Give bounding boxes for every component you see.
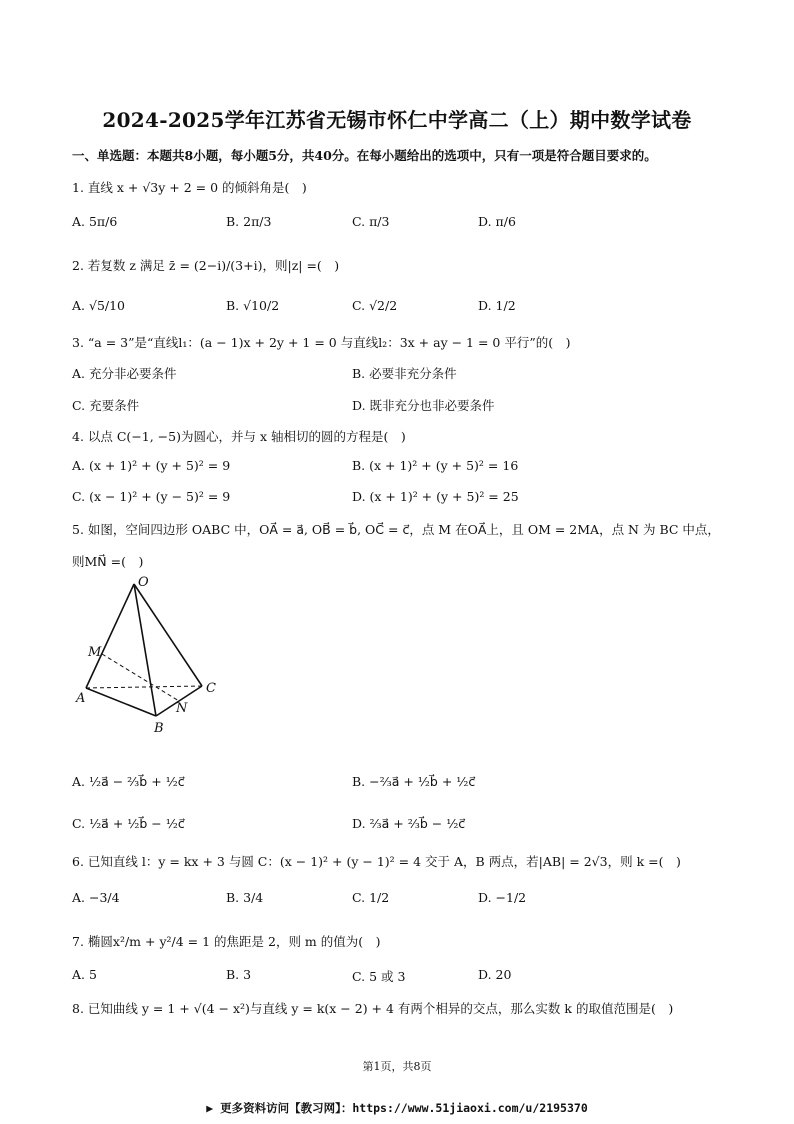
q4-option-a: A. (x + 1)² + (y + 5)² = 9	[72, 458, 231, 473]
q1-option-d: D. π/6	[478, 214, 516, 229]
tetrahedron-figure	[72, 572, 232, 737]
label-n: N	[176, 701, 188, 716]
question-2: 2. 若复数 z 满足 z̄ = (2−i)/(3+i)，则|z| =( )	[72, 258, 340, 273]
question-5: 5. 如图，空间四边形 OABC 中，OA⃗ = a⃗, OB⃗ = b⃗, OC⃗ = c⃗，点 M 在OA⃗上，且 OM = 2MA，点 N 为 BC 中点，	[72, 522, 720, 537]
q1-option-b: B. 2π/3	[226, 214, 272, 229]
q1-option-a: A. 5π/6	[72, 214, 118, 229]
label-a: A	[76, 691, 86, 706]
q3-option-b: B. 必要非充分条件	[352, 366, 457, 381]
q6-option-b: B. 3/4	[226, 890, 264, 905]
q3-option-c: C. 充要条件	[72, 398, 140, 413]
q4-option-d: D. (x + 1)² + (y + 5)² = 25	[352, 489, 519, 504]
q6-option-c: C. 1/2	[352, 890, 390, 905]
q7-option-a: A. 5	[72, 967, 97, 982]
segment-mn	[102, 654, 179, 701]
resource-link-banner[interactable]: ▶ 更多资料访问【教习网】：https://www.51jiaoxi.com/u/2195370	[206, 1101, 588, 1115]
q5-option-c: C. ½a⃗ + ½b⃗ − ½c⃗	[72, 816, 185, 831]
question-5-continued: 则MN⃗ =( )	[72, 554, 144, 569]
q7-option-d: D. 20	[478, 967, 512, 982]
edge-ac-hidden	[86, 686, 202, 688]
q4-option-b: B. (x + 1)² + (y + 5)² = 16	[352, 458, 519, 473]
edge-ob	[134, 584, 156, 716]
q5-option-a: A. ½a⃗ − ⅔b⃗ + ½c⃗	[72, 774, 185, 789]
question-4: 4. 以点 C(−1, −5)为圆心，并与 x 轴相切的圆的方程是( )	[72, 429, 406, 444]
question-3: 3. “a = 3”是“直线l₁：(a − 1)x + 2y + 1 = 0 与直线l₂：3x + ay − 1 = 0 平行”的( )	[72, 335, 571, 350]
edge-ab	[86, 688, 156, 716]
q6-option-a: A. −3/4	[72, 890, 120, 905]
edge-oc	[134, 584, 202, 686]
q5-option-b: B. −⅔a⃗ + ½b⃗ + ½c⃗	[352, 774, 476, 789]
question-6: 6. 已知直线 l：y = kx + 3 与圆 C：(x − 1)² + (y − 1)² = 4 交于 A，B 两点，若|AB| = 2√3，则 k =( )	[72, 854, 681, 869]
q1-option-c: C. π/3	[352, 214, 390, 229]
q2-option-c: C. √2/2	[352, 298, 398, 313]
q7-option-b: B. 3	[226, 967, 252, 982]
section-heading: 一、单选题：本题共8小题，每小题5分，共40分。在每小题给出的选项中，只有一项是符合题目要求的。	[72, 148, 657, 163]
question-1: 1. 直线 x + √3y + 2 = 0 的倾斜角是( )	[72, 180, 307, 195]
page-footer: 第1页，共8页	[362, 1060, 432, 1073]
edge-oa	[86, 584, 134, 688]
q2-option-b: B. √10/2	[226, 298, 280, 313]
page-title: 2024-2025学年江苏省无锡市怀仁中学高二（上）期中数学试卷	[102, 108, 692, 132]
label-c: C	[206, 681, 216, 696]
label-b: B	[154, 721, 164, 736]
question-7: 7. 椭圆x²/m + y²/4 = 1 的焦距是 2，则 m 的值为( )	[72, 934, 381, 949]
q7-option-c: C. 5 或 3	[352, 969, 406, 984]
q2-option-a: A. √5/10	[72, 298, 126, 313]
q2-option-d: D. 1/2	[478, 298, 516, 313]
question-8: 8. 已知曲线 y = 1 + √(4 − x²)与直线 y = k(x − 2) + 4 有两个相异的交点，那么实数 k 的取值范围是( )	[72, 1001, 674, 1016]
q4-option-c: C. (x − 1)² + (y − 5)² = 9	[72, 489, 231, 504]
q3-option-a: A. 充分非必要条件	[72, 366, 177, 381]
q5-option-d: D. ⅔a⃗ + ⅔b⃗ − ½c⃗	[352, 816, 466, 831]
q3-option-d: D. 既非充分也非必要条件	[352, 398, 495, 413]
label-m: M	[88, 645, 102, 660]
label-o: O	[138, 575, 149, 590]
q6-option-d: D. −1/2	[478, 890, 527, 905]
